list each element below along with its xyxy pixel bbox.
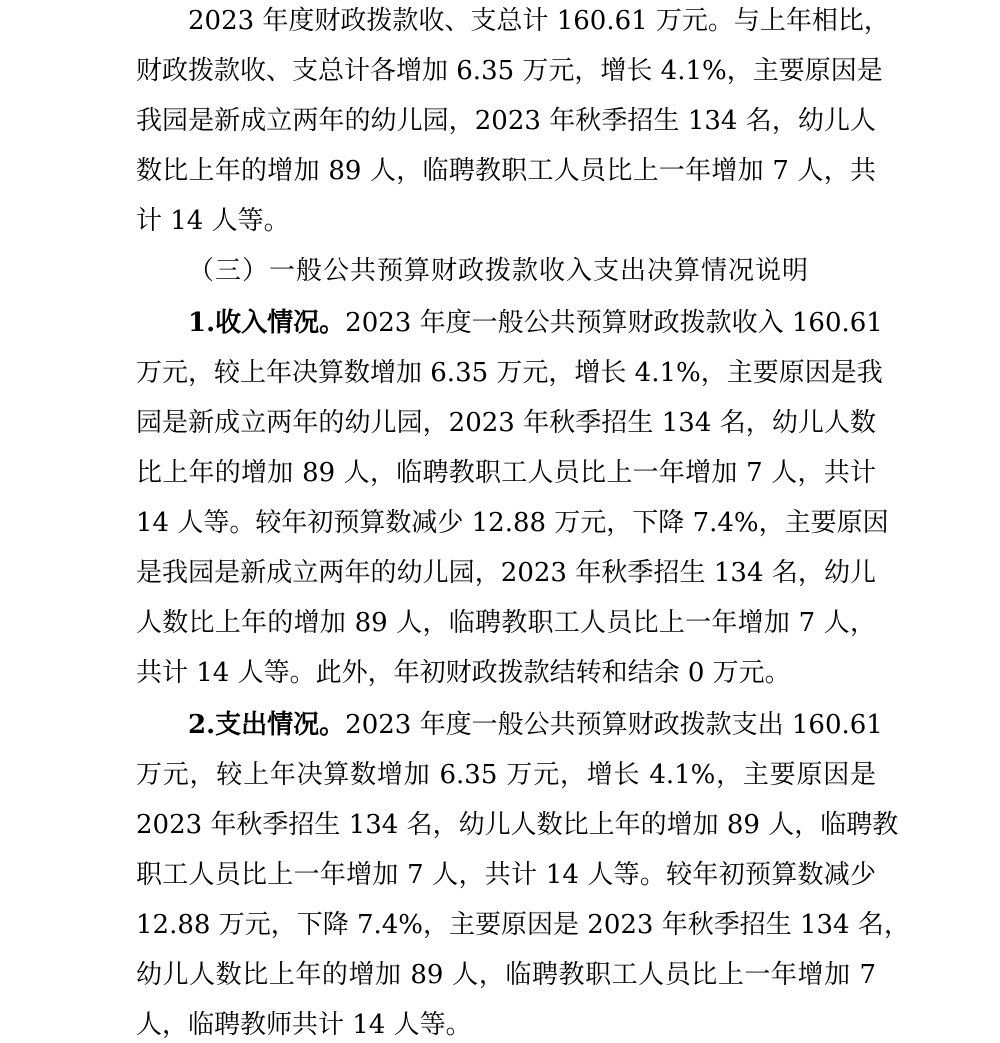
income-line-3: 园是新成立两年的幼儿园，2023 年秋季招生 134 名，幼儿人数 [136,408,876,438]
paragraph-1-line-2: 财政拨款收、支总计各增加 6.35 万元，增长 4.1%，主要原因是 [136,56,883,86]
income-first-line-text: 2023 年度一般公共预算财政拨款收入 160.61 [345,308,883,338]
expenditure-line-7: 人，临聘教师共计 14 人等。 [136,1010,472,1040]
expenditure-line-4: 职工人员比上一年增加 7 人，共计 14 人等。较年初预算数减少 [136,860,876,890]
expenditure-line-1 [188,710,883,740]
expenditure-line-3: 2023 年秋季招生 134 名，幼儿人数比上年的增加 89 人，临聘教 [136,810,899,840]
paragraph-1-line-3: 我园是新成立两年的幼儿园，2023 年秋季招生 134 名，幼儿人 [136,106,876,136]
expenditure-label: 2.支出情况。 [188,710,346,740]
income-line-5: 14 人等。较年初预算数减少 12.88 万元，下降 7.4%，主要原因 [136,508,889,538]
income-line-6: 是我园是新成立两年的幼儿园，2023 年秋季招生 134 名，幼儿 [136,558,876,588]
paragraph-1-line-4: 数比上年的增加 89 人，临聘教职工人员比上一年增加 7 人，共 [136,156,876,186]
expenditure-line-2: 万元，较上年决算数增加 6.35 万元，增长 4.1%，主要原因是 [136,760,876,790]
section-heading: （三）一般公共预算财政拨款收入支出决算情况说明 [188,256,810,286]
expenditure-line-5: 12.88 万元，下降 7.4%，主要原因是 2023 年秋季招生 134 名， [136,910,910,940]
expenditure-line-6: 幼儿人数比上年的增加 89 人，临聘教职工人员比上一年增加 7 [136,960,876,990]
income-line-1 [188,308,883,338]
paragraph-1-line-5: 计 14 人等。 [136,206,290,236]
paragraph-1-line-1: 2023 年度财政拨款收、支总计 160.61 万元。与上年相比， [188,6,890,36]
income-line-4: 比上年的增加 89 人，临聘教职工人员比上一年增加 7 人，共计 [136,458,876,488]
income-line-7: 人数比上年的增加 89 人，临聘教职工人员比上一年增加 7 人， [136,608,876,638]
income-line-2: 万元，较上年决算数增加 6.35 万元，增长 4.1%，主要原因是我 [136,358,883,388]
income-label: 1.收入情况。 [188,308,346,338]
income-line-8: 共计 14 人等。此外，年初财政拨款结转和结余 0 万元。 [136,658,791,688]
expenditure-first-line-text: 2023 年度一般公共预算财政拨款支出 160.61 [345,710,883,740]
